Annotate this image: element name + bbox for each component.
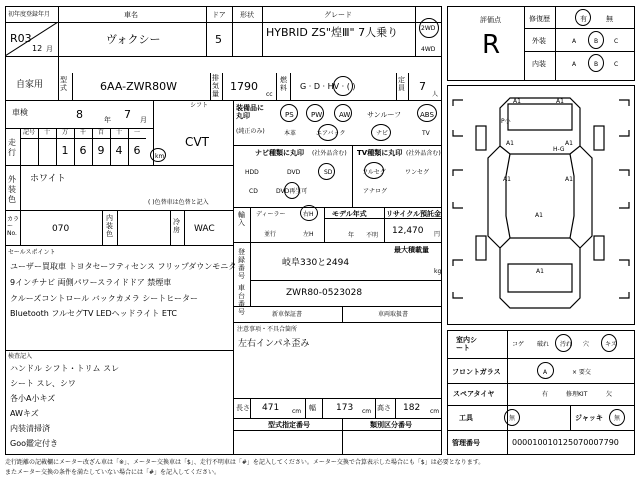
model-year-label: モデル年式 xyxy=(332,210,367,218)
inspector-notes-label: 検査記入 xyxy=(8,353,33,360)
mileage-label: 走行 xyxy=(8,138,16,157)
tools-none-circle xyxy=(504,409,520,426)
navi-sd-circle xyxy=(318,163,335,180)
registration-label: 登録番号 xyxy=(238,248,245,280)
repair-opt-no: 無 xyxy=(606,15,613,23)
import-lh: 左H xyxy=(303,231,314,238)
jack-none-circle xyxy=(609,409,625,426)
exterior-color-label: 外装色 xyxy=(8,175,16,204)
mileage-digit: 6 xyxy=(133,144,141,157)
front-glass-opt-x: × 要交 xyxy=(572,369,591,376)
fuel-hv-circle xyxy=(333,76,353,96)
displacement: 1790 xyxy=(230,80,258,93)
navi-dvd-play: DVD再生可 xyxy=(276,188,308,195)
mileage-digit: 9 xyxy=(97,144,105,157)
height-value: 182 xyxy=(403,403,421,413)
equip-abs-circle xyxy=(417,104,437,122)
fuel-label: 燃料 xyxy=(280,76,287,92)
equip-abs: ABS xyxy=(420,111,434,119)
seat-opt-1: コゲ xyxy=(512,341,525,348)
reg-month-unit: 月 xyxy=(46,45,53,53)
inspector-note-line: シート スレ、シワ xyxy=(10,379,76,388)
width-value: 173 xyxy=(336,403,354,413)
inspection-year-unit: 年 xyxy=(104,116,111,124)
color-code-label: カラーNo. xyxy=(7,216,20,237)
int-opt-a: A xyxy=(572,61,577,68)
equip-airbag: エアバック xyxy=(316,130,346,137)
door-label: ドア xyxy=(212,11,226,19)
tv-oneseg: ワンセグ xyxy=(405,169,430,176)
equip-aw: AW xyxy=(339,111,351,119)
navi-label: ナビ種類に丸印 xyxy=(255,149,304,157)
diagram-label-4: A1 xyxy=(506,140,514,147)
equip-navi-circle xyxy=(371,124,391,141)
name-label: 車名 xyxy=(124,11,138,19)
import-dealer: ディーラー xyxy=(256,211,286,218)
width-label: 幅 xyxy=(309,404,316,412)
int-opt-b: B xyxy=(594,61,599,68)
navi-sd: SD xyxy=(324,169,333,176)
evaluation-score: R xyxy=(482,30,501,60)
spare-opt-none: 欠 xyxy=(606,391,613,398)
ext-b-circle xyxy=(588,31,604,49)
recycle-label: リサイクル預託金 xyxy=(386,210,442,218)
diagram-label-3: P小 xyxy=(501,118,511,125)
diagram-label-1: A1 xyxy=(513,98,521,105)
color-code: 070 xyxy=(52,224,70,234)
diagram-label-2: A1 xyxy=(556,98,564,105)
length-value: 471 xyxy=(262,403,280,413)
spare-opt-yes: 有 xyxy=(542,391,549,398)
grade-value: HYBRID ZS"煌Ⅲ" 7人乗り xyxy=(266,26,399,39)
mileage-digit: 4 xyxy=(115,144,123,157)
import-parallel: 並行 xyxy=(264,231,277,238)
ext-label: 外装 xyxy=(532,37,546,45)
height-label: 高さ xyxy=(377,404,391,412)
drive-2wd: 2WD xyxy=(421,25,436,32)
tools-label: 工具 xyxy=(459,414,473,422)
equip-airbag-circle xyxy=(318,124,338,141)
inspector-note-line: 各小A小キズ xyxy=(10,394,56,403)
equip-pw-circle xyxy=(306,104,324,122)
mileage-sub-label: 百 xyxy=(97,129,104,136)
equip-pw: PW xyxy=(311,111,323,119)
grade-label: グレード xyxy=(324,11,352,19)
mileage-sub-label: 万 xyxy=(61,129,68,136)
int-opt-c: C xyxy=(614,61,619,68)
navi-sub: (社外品含む) xyxy=(312,150,347,157)
navi-dvd-play-circle xyxy=(284,182,300,199)
sales-points-label: セールスポイント xyxy=(8,249,56,256)
sales-line-4: Bluetooth フルセグTV LEDヘッドライト ETC xyxy=(10,309,177,318)
displacement-unit: cc xyxy=(266,91,273,98)
import-rh-circle xyxy=(300,205,318,221)
sales-line-1: ユーザー買取車 トヨタセーフティセンス フリップダウンモニタ xyxy=(10,262,237,271)
seat-opt-3: 汚れ xyxy=(560,341,573,348)
recycle-unit: 円 xyxy=(434,231,441,238)
footer-line-1: 走行距離の記載欄にメーター改ざん車は「※」、メーター交換車は「$」、走行不明車は「#」を記入してください。メーター交換で合算表示した場合にも「$」は必要となります。 xyxy=(5,459,485,466)
use-type: 自家用 xyxy=(16,80,44,90)
diagram-label-7: A1 xyxy=(565,176,573,183)
exterior-color: ホワイト xyxy=(30,174,66,184)
inspection-label: 車検 xyxy=(12,108,28,117)
spare-tire-label: スペアタイヤ xyxy=(453,390,495,398)
inspector-note-line: 内装清掃済 xyxy=(10,424,50,433)
tv-label: TV種類に丸印 xyxy=(357,149,403,157)
height-unit: cm xyxy=(430,408,440,415)
notes-label: 注意事項・不具合箇所 xyxy=(237,326,298,333)
shift-label: シフト xyxy=(190,102,209,109)
cold-value: WAC xyxy=(194,224,215,234)
class-label: 類別区分番号 xyxy=(370,421,412,429)
equipment-label: 装備品に丸印 xyxy=(236,104,264,120)
displacement-label: 排気量 xyxy=(212,74,219,98)
equip-sunroof: サンルーフ xyxy=(367,111,402,119)
mileage-sub-label: 千 xyxy=(79,129,86,136)
shape-label: 形状 xyxy=(240,11,254,19)
front-glass-opt-a: A xyxy=(543,369,548,376)
navi-hdd: HDD xyxy=(245,169,259,176)
seat-dirt-circle xyxy=(555,334,572,352)
model-year-unit: 年 xyxy=(348,232,355,239)
shift-value: CVT xyxy=(185,135,209,149)
seat-label: 室内シート xyxy=(456,336,477,352)
equip-ps-circle xyxy=(280,104,298,122)
repair-label: 修復歴 xyxy=(529,15,550,23)
equip-ps: PS xyxy=(285,111,294,119)
inspector-note-line: Goo鑑定付き xyxy=(10,439,58,448)
capacity-label: 定員 xyxy=(398,76,405,92)
mileage-sub-label: 記号 xyxy=(22,129,35,136)
tv-fullseg: フルセグ xyxy=(362,169,386,176)
ext-opt-c: C xyxy=(614,38,619,45)
front-glass-label: フロントガラス xyxy=(452,368,501,376)
inspection-month: 7 xyxy=(124,108,131,121)
inspector-note-line: AWキズ xyxy=(10,409,39,418)
length-label: 長さ xyxy=(236,404,250,412)
ext-opt-a: A xyxy=(572,38,577,45)
repair-yes-circle xyxy=(575,9,591,26)
mileage-km-circle xyxy=(150,148,166,162)
seat-opt-2: 破れ xyxy=(537,341,550,348)
diagram-label-6: A1 xyxy=(503,176,511,183)
inspector-note-line: ハンドル シフト・トリム スレ xyxy=(10,364,120,373)
mileage-sub-label: 十 xyxy=(43,129,50,136)
spare-opt-kit: 修理KIT xyxy=(566,391,588,398)
evaluation-label: 評価点 xyxy=(480,16,501,24)
int-b-circle xyxy=(588,54,604,72)
reg-label: 初年度登録年月 xyxy=(8,11,51,18)
car-diagram xyxy=(448,86,634,324)
recycle-value: 12,470 xyxy=(392,226,424,236)
reg-month: 12 xyxy=(32,44,43,53)
front-glass-a-circle xyxy=(537,362,554,379)
equip-navi: ナビ xyxy=(376,130,389,137)
inspection-year: 8 xyxy=(76,108,83,121)
type-cert-label: 型式指定番号 xyxy=(268,421,310,429)
seat-opt-4: 穴 xyxy=(583,341,590,348)
equipment-sub: (純正のみ) xyxy=(236,128,265,135)
sales-line-3: クルーズコントロール バックカメラ シートヒーター xyxy=(10,294,198,303)
doc-manual: 車両取扱書 xyxy=(378,311,409,318)
width-unit: cm xyxy=(362,408,372,415)
navi-dvd: DVD xyxy=(287,169,301,176)
tools-opt: 無 xyxy=(509,415,516,422)
mileage-unit: km xyxy=(155,153,165,160)
capacity-unit: 人 xyxy=(432,91,439,98)
doc-new-warranty: 新車保証書 xyxy=(272,311,303,318)
reg-year: R03 xyxy=(10,32,32,45)
door-count: 5 xyxy=(215,33,222,46)
repair-opt-yes: 有 xyxy=(580,15,587,23)
tv-analog: アナログ xyxy=(363,188,388,195)
inspection-month-unit: 月 xyxy=(140,116,147,124)
tv-sub: (社外品含む) xyxy=(406,150,441,157)
tv-fullseg-circle xyxy=(364,162,384,179)
cold-label: 冷房 xyxy=(173,218,180,234)
mileage-sub-label: 十 xyxy=(115,129,122,136)
jack-label: ジャッキ xyxy=(575,414,603,422)
navi-cd: CD xyxy=(249,188,258,195)
seat-scratch-circle xyxy=(601,334,617,352)
model-year-unknown: 不明 xyxy=(366,232,379,239)
import-label: 輸入 xyxy=(238,211,245,227)
jack-opt: 無 xyxy=(614,415,621,422)
equip-tv: TV xyxy=(422,130,430,137)
equip-leather: 本革 xyxy=(284,130,297,137)
drive-4wd: 4WD xyxy=(421,46,436,53)
int-label: 内装 xyxy=(532,60,546,68)
model-type: 6AA-ZWR80W xyxy=(100,80,178,93)
interior-color-label: 内装色 xyxy=(106,214,113,238)
management-label: 管理番号 xyxy=(452,439,480,447)
import-rh: 右H xyxy=(303,211,314,218)
chassis-label: 車台番号 xyxy=(238,284,245,316)
management-value: 000010010125070007790 xyxy=(512,438,619,447)
diagram-label-9: H-G xyxy=(553,146,565,153)
mileage-sub-label: 一 xyxy=(133,129,140,136)
diagram-label-10: A1 xyxy=(536,268,544,275)
chassis-value: ZWR80-0523028 xyxy=(286,288,363,298)
capacity: 7 xyxy=(419,80,426,93)
notes-value: 左右インパネ歪み xyxy=(238,339,310,349)
sales-line-2: 9インチナビ 両側パワースライドドア 禁煙車 xyxy=(10,278,172,287)
max-load-unit: kg xyxy=(434,268,442,275)
footer-line-2: またメーター交換の条件を満たしていない場合には「#」を記入してください。 xyxy=(5,469,221,476)
seat-opt-5: キズ xyxy=(605,341,617,348)
registration-value: 岐阜330と2494 xyxy=(282,258,350,268)
ext-opt-b: B xyxy=(594,38,599,45)
equip-aw-circle xyxy=(334,104,352,122)
max-load-label: 最大積載量 xyxy=(394,246,429,254)
mileage-digit: 1 xyxy=(61,144,69,157)
length-unit: cm xyxy=(292,408,302,415)
exterior-color-note: ( )色替車は色替と記入 xyxy=(148,199,209,206)
diagram-label-5: A1 xyxy=(565,140,573,147)
diagram-label-8: A1 xyxy=(535,212,543,219)
fuel-options: G · D · HV · ( ) xyxy=(300,82,356,91)
mileage-digit: 6 xyxy=(79,144,87,157)
model-type-label: 型式 xyxy=(60,76,67,92)
car-name: ヴォクシー xyxy=(106,33,161,46)
